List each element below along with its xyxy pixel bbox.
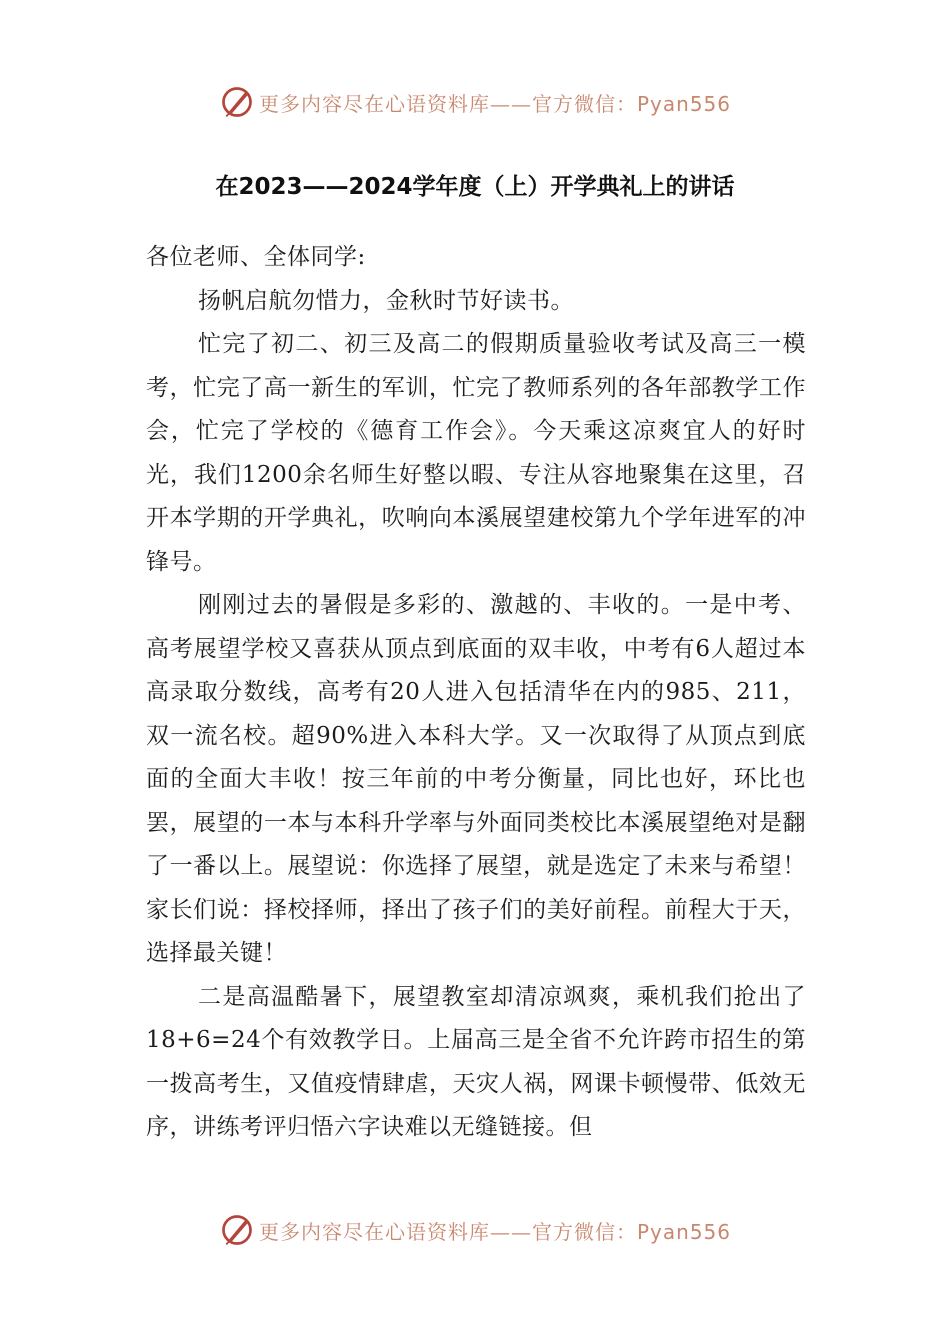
banner-text: 更多内容尽在心语资料库——官方微信：Pyan556 (258, 1219, 731, 1244)
footer-watermark-banner (0, 1210, 950, 1250)
wechat-id: Pyan556 (636, 1219, 731, 1244)
quill-logo-icon (219, 1212, 255, 1248)
document-body (146, 236, 806, 1150)
salutation: 各位老师、全体同学: (146, 244, 366, 270)
header-watermark-banner (0, 82, 950, 122)
paragraph: 忙完了初二、初三及高二的假期质量验收考试及高三一模考，忙完了高一新生的军训，忙完了教师系列的各年部教学工作会，忙完了学校的《德育工作会》。今天乘这凉爽宜人的好时光，我们1200余名师生好整以暇、专注从容地聚集在这里，召开本学期的开学典礼，吹响向本溪展望建校第九个学年进军的冲锋号。 (146, 331, 806, 575)
paragraph: 二是高温酷暑下，展望教室却清凉飒爽，乘机我们抢出了18+6=24个有效教学日。上届高三是全省不允许跨市招生的第一拨高考生，又值疫情肆虐，天灾人祸，网课卡顿慢带、低效无序，讲练考评归悟六字诀难以无缝链接。但 (146, 983, 806, 1140)
banner-text: 更多内容尽在心语资料库——官方微信：Pyan556 (258, 91, 731, 116)
quill-logo-icon (219, 84, 255, 120)
wechat-id: Pyan556 (636, 91, 731, 116)
paragraph: 扬帆启航勿惜力，金秋时节好读书。 (198, 287, 574, 314)
paragraph: 刚刚过去的暑假是多彩的、激越的、丰收的。一是中考、高考展望学校又喜获从顶点到底面的双丰收，中考有6人超过本高录取分数线，高考有20人进入包括清华在内的985、211，双一流名校。超90%进入本科大学。又一次取得了从顶点到底面的全面大丰收！按三年前的中考分衡量，同比也好，环比也罢，展望的一本与本科升学率与外面同类校比本溪展望绝对是翻了一番以上。展望说：你选择了展望，就是选定了未来与希望！家长们说：择校择师，择出了孩子们的美好前程。前程大于天，选择最关键！ (146, 592, 806, 966)
document-title: 在2023——2024学年度（上）开学典礼上的讲话 (215, 174, 735, 200)
